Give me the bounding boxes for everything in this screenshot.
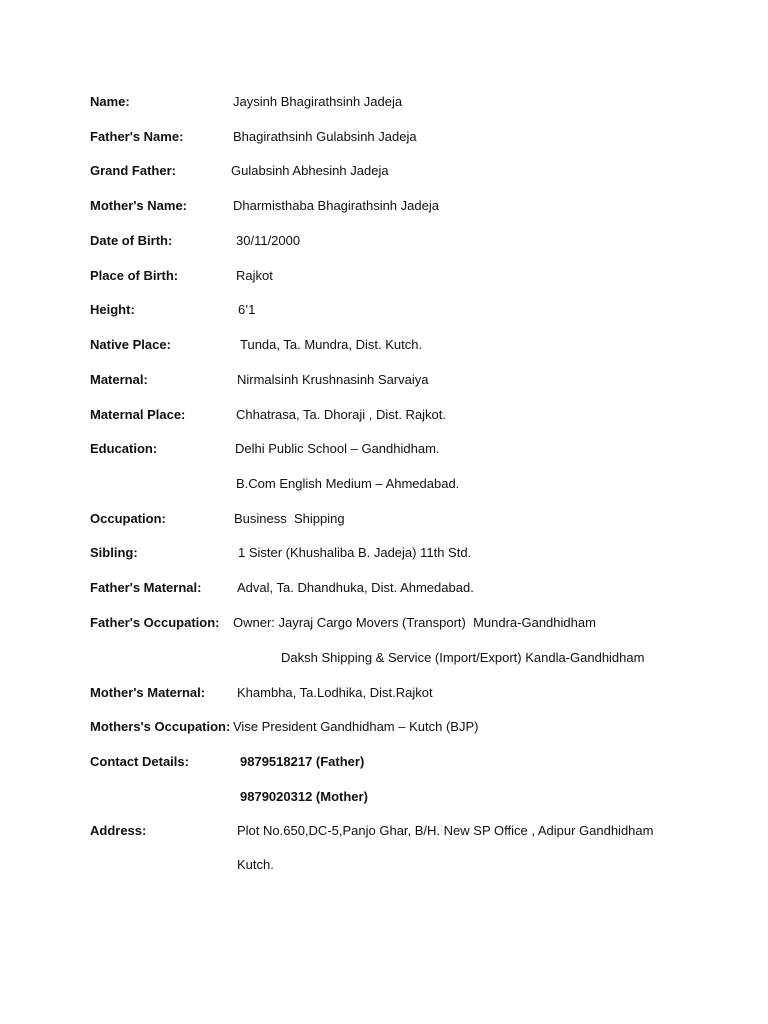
row-maternal: [0, 369, 768, 391]
row-fathers-occupation: [0, 612, 768, 634]
field-label: Mothers's Occupation:: [90, 719, 231, 734]
field-label: Maternal:: [90, 372, 148, 387]
field-value: Rajkot: [236, 268, 273, 283]
field-value: Business Shipping: [234, 511, 345, 526]
row-fathers-name: [0, 126, 768, 148]
field-value: Chhatrasa, Ta. Dhoraji , Dist. Rajkot.: [236, 407, 447, 422]
field-value: Khambha, Ta.Lodhika, Dist.Rajkot: [237, 685, 433, 700]
field-value: 1 Sister (Khushaliba B. Jadeja) 11th Std.: [238, 545, 472, 560]
field-value: Dharmisthaba Bhagirathsinh Jadeja: [233, 198, 439, 213]
field-value: Tunda, Ta. Mundra, Dist. Kutch.: [240, 337, 423, 352]
field-label: Mother's Name:: [90, 198, 187, 213]
field-label: Occupation:: [90, 511, 166, 526]
row-mothers-maternal: [0, 682, 768, 704]
field-label: Education:: [90, 441, 158, 456]
field-label: Grand Father:: [90, 163, 176, 178]
row-date-of-birth: [0, 230, 768, 252]
field-value: Plot No.650,DC-5,Panjo Ghar, B/H. New SP Office , Adipur Gandhidham: [237, 823, 654, 838]
row-address-continued: [0, 854, 768, 876]
row-native-place: [0, 334, 768, 356]
row-education-continued: [0, 473, 768, 495]
row-name: [0, 91, 768, 113]
field-value: B.Com English Medium – Ahmedabad.: [236, 476, 460, 491]
field-value: Daksh Shipping & Service (Import/Export) Kandla-Gandhidham: [281, 650, 645, 665]
field-value: Nirmalsinh Krushnasinh Sarvaiya: [237, 372, 429, 387]
field-label: Maternal Place:: [90, 407, 186, 422]
field-label: Father's Maternal:: [90, 580, 202, 595]
field-label: Date of Birth:: [90, 233, 173, 248]
row-mothers-occupation: [0, 716, 768, 738]
row-place-of-birth: [0, 265, 768, 287]
row-maternal-place: [0, 404, 768, 426]
contact-father-phone: 9879518217 (Father): [240, 754, 365, 769]
row-occupation: [0, 508, 768, 530]
field-value: Bhagirathsinh Gulabsinh Jadeja: [233, 129, 417, 144]
row-address: [0, 820, 768, 842]
field-label: Address:: [90, 823, 147, 838]
field-label: Father's Occupation:: [90, 615, 220, 630]
field-value: Jaysinh Bhagirathsinh Jadeja: [233, 94, 403, 109]
field-value: Adval, Ta. Dhandhuka, Dist. Ahmedabad.: [237, 580, 474, 595]
row-fathers-maternal: [0, 577, 768, 599]
row-contact-details: [0, 751, 768, 773]
row-grand-father: [0, 160, 768, 182]
field-label: Mother's Maternal:: [90, 685, 206, 700]
field-value: 6’1: [238, 302, 256, 317]
field-label: Contact Details:: [90, 754, 189, 769]
field-value: Owner: Jayraj Cargo Movers (Transport) Mundra-Gandhidham: [233, 615, 596, 630]
row-mothers-name: [0, 195, 768, 217]
field-value: 30/11/2000: [236, 233, 301, 248]
field-label: Native Place:: [90, 337, 171, 352]
field-label: Name:: [90, 94, 130, 109]
row-fathers-occupation-continued: [0, 647, 768, 669]
row-sibling: [0, 542, 768, 564]
field-value: Gulabsinh Abhesinh Jadeja: [231, 163, 389, 178]
field-value: Delhi Public School – Gandhidham.: [235, 441, 440, 456]
field-label: Sibling:: [90, 545, 138, 560]
row-height: [0, 299, 768, 321]
field-value: Vise President Gandhidham – Kutch (BJP): [233, 719, 479, 734]
contact-mother-phone: 9879020312 (Mother): [240, 789, 368, 804]
row-education: [0, 438, 768, 460]
row-contact-details-continued: [0, 786, 768, 808]
field-label: Height:: [90, 302, 135, 317]
field-label: Place of Birth:: [90, 268, 179, 283]
field-label: Father's Name:: [90, 129, 184, 144]
field-value: Kutch.: [237, 857, 274, 872]
